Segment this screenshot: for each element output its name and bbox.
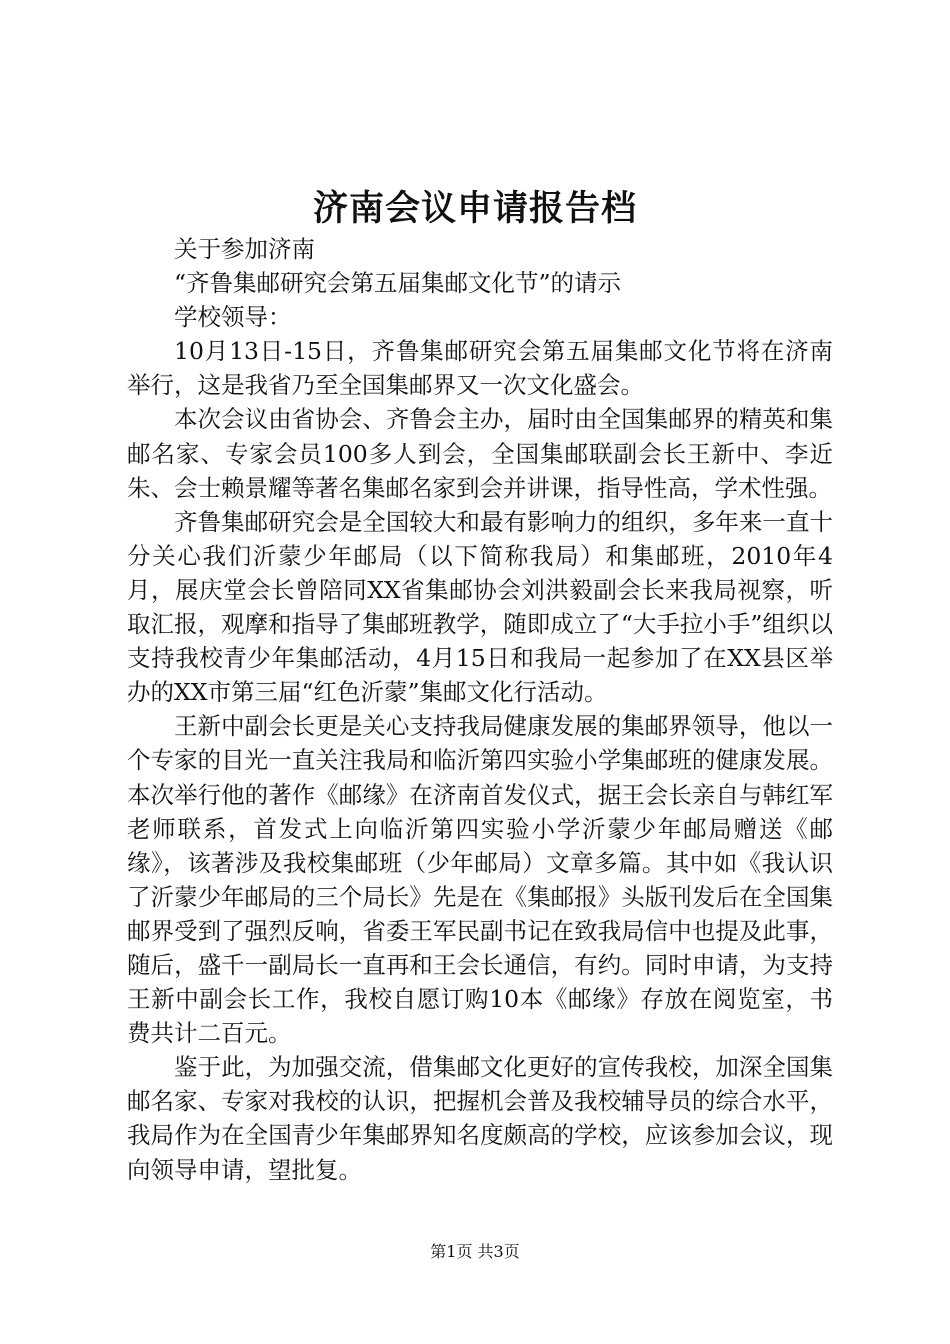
document-title: 济南会议申请报告档 — [312, 188, 637, 229]
paragraph-subject-line-2: “齐鲁集邮研究会第五届集邮文化节”的请示 — [174, 269, 622, 298]
document-body — [127, 232, 833, 1187]
paragraph-association-background: 齐鲁集邮研究会是全国较大和最有影响力的组织，多年来一直十分关心我们沂蒙少年邮局（以下简称我局）和集邮班，2010年4月，展庆堂会长曾陪同XX省集邮协会刘洪毅副会长来我局视察，听取汇报，观摩和指导了集邮班教学，随即成立了“大手拉小手”组织以支持我校青少年集邮活动，4月15日和我局一起参加了在XX县区举办的XX市第三届“红色沂蒙”集邮文化行活动。 — [127, 507, 833, 707]
page-number-footer: 第1页 共3页 — [430, 1242, 520, 1261]
paragraph-subject-line-1: 关于参加济南 — [174, 235, 315, 263]
paragraph-request: 鉴于此，为加强交流，借集邮文化更好的宣传我校，加深全国集邮名家、专家对我校的认识，把握机会普及我校辅导员的综合水平，我局作为在全国青少年集邮界知名度颇高的学校，应该参加会议，现向领导申请，望批复。 — [127, 1053, 833, 1184]
paragraph-meeting-details: 本次会议由省协会、齐鲁会主办，届时由全国集邮界的精英和集邮名家、专家会员100多人到会，全国集邮联副会长王新中、李近朱、会士赖景耀等著名集邮名家到会并讲课，指导性高，学术性强。 — [127, 405, 833, 502]
paragraph-vice-president: 王新中副会长更是关心支持我局健康发展的集邮界领导，他以一个专家的目光一直关注我局和临沂第四实验小学集邮班的健康发展。本次举行他的著作《邮缘》在济南首发仪式，据王会长亲自与韩红军老师联系，首发式上向临沂第四实验小学沂蒙少年邮局赠送《邮缘》，该著涉及我校集邮班（少年邮局）文章多篇。其中如《我认识了沂蒙少年邮局的三个局长》先是在《集邮报》头版刊发后在全国集邮界受到了强烈反响，省委王军民副书记在致我局信中也提及此事，随后，盛千一副局长一直再和王会长通信，有约。同时申请，为支持王新中副会长工作，我校自愿订购10本《邮缘》存放在阅览室，书费共计二百元。 — [127, 712, 833, 1048]
paragraph-salutation: 学校领导： — [174, 303, 292, 332]
paragraph-event-intro: 10月13日-15日，齐鲁集邮研究会第五届集邮文化节将在济南举行，这是我省乃至全国集邮界又一次文化盛会。 — [127, 337, 833, 400]
